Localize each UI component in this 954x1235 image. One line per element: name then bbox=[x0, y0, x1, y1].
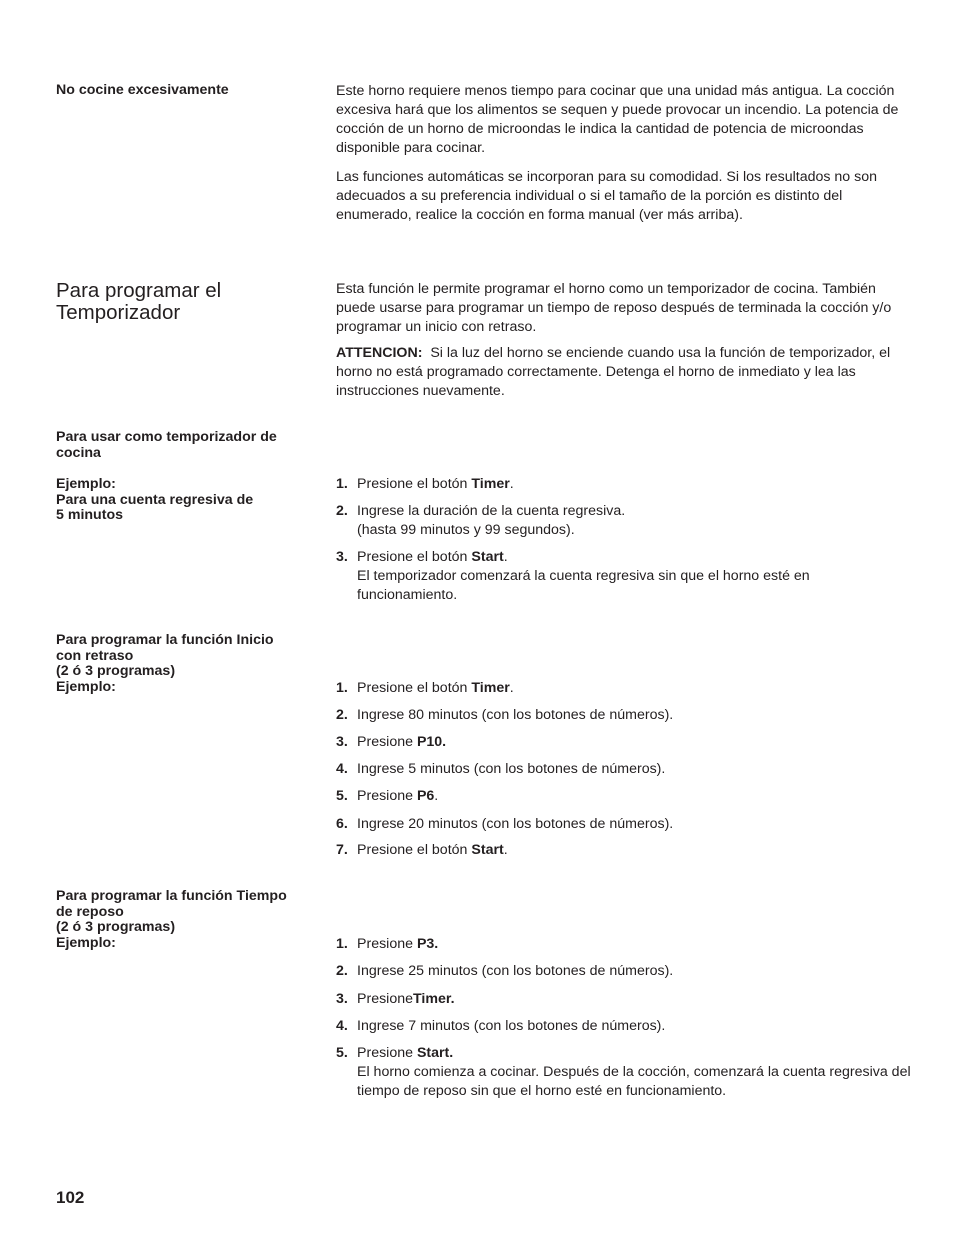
example-line-1: Ejemplo: bbox=[56, 476, 116, 492]
step-text: Ingrese la duración de la cuenta regresiva. (hasta 99 minutos y 99 segundos). bbox=[357, 503, 626, 538]
step-number: 3. bbox=[336, 734, 348, 750]
delay-start-label-line-3: (2 ó 3 programas) bbox=[56, 663, 176, 679]
step-number: 3. bbox=[336, 549, 348, 565]
delay-start-label-line-4: Ejemplo: bbox=[56, 678, 116, 695]
step-text: Presione el botón Timer. bbox=[357, 680, 514, 696]
step-number: 4. bbox=[336, 761, 348, 777]
section-label-no-overcook: No cocine excesivamente bbox=[56, 82, 229, 98]
delay-start-label-line-2: con retraso bbox=[56, 647, 134, 664]
step-number: 7. bbox=[336, 842, 348, 858]
delay-start-step bbox=[336, 733, 911, 752]
step-number: 6. bbox=[336, 816, 348, 832]
delay-start-label bbox=[56, 633, 326, 695]
step-number: 2. bbox=[336, 963, 348, 979]
step-number: 5. bbox=[336, 788, 348, 804]
step-text: Ingrese 80 minutos (con los botones de números). bbox=[357, 707, 674, 723]
standing-time-step bbox=[336, 935, 911, 954]
step-text: Presione P6. bbox=[357, 788, 439, 804]
standing-time-label-line-3: (2 ó 3 programas) bbox=[56, 919, 176, 935]
delay-start-step bbox=[336, 787, 911, 806]
standing-time-label-line-1: Para programar la función Tiempo bbox=[56, 888, 287, 904]
step-number: 2. bbox=[336, 707, 348, 723]
heading-line-1: Para programar el bbox=[56, 279, 222, 302]
delay-start-step bbox=[336, 706, 911, 725]
standing-time-step bbox=[336, 990, 911, 1009]
step-number: 1. bbox=[336, 680, 348, 696]
timer-section-heading bbox=[56, 280, 326, 324]
step-text: Ingrese 25 minutos (con los botones de números). bbox=[357, 963, 674, 979]
kitchen-timer-step bbox=[336, 475, 911, 494]
step-text: Presione el botón Start. El temporizador comenzará la cuenta regresiva sin que el horno esté en funcionamiento. bbox=[357, 549, 810, 603]
kitchen-timer-step bbox=[336, 548, 911, 605]
attention-paragraph bbox=[336, 344, 911, 401]
standing-time-label-line-4: Ejemplo: bbox=[56, 934, 116, 951]
delay-start-label-line-1: Para programar la función Inicio bbox=[56, 632, 274, 648]
page-number: 102 bbox=[56, 1188, 85, 1207]
example-line-3: 5 minutos bbox=[56, 507, 124, 523]
heading-line-2: Temporizador bbox=[56, 301, 181, 324]
step-text: Presione Start. El horno comienza a cocinar. Después de la cocción, comenzará la cuenta regresiva del tiempo de reposo sin que el horno esté en funcionamiento. bbox=[357, 1045, 911, 1099]
delay-start-step bbox=[336, 679, 911, 698]
step-text: Presione P10. bbox=[357, 734, 447, 750]
kitchen-timer-example bbox=[56, 477, 326, 524]
standing-time-step bbox=[336, 1044, 911, 1101]
step-text: Presione el botón Timer. bbox=[357, 476, 514, 492]
step-text: Ingrese 5 minutos (con los botones de números). bbox=[357, 761, 666, 777]
delay-start-step bbox=[336, 760, 911, 779]
standing-time-step bbox=[336, 1017, 911, 1036]
step-number: 1. bbox=[336, 936, 348, 952]
delay-start-step bbox=[336, 815, 911, 834]
kitchen-timer-label bbox=[56, 430, 326, 461]
step-text: Ingrese 7 minutos (con los botones de números). bbox=[357, 1018, 666, 1034]
step-number: 2. bbox=[336, 503, 348, 519]
step-text: Ingrese 20 minutos (con los botones de números). bbox=[357, 816, 674, 832]
delay-start-step bbox=[336, 841, 911, 860]
step-number: 1. bbox=[336, 476, 348, 492]
example-line-2: Para una cuenta regresiva de bbox=[56, 491, 254, 508]
step-number: 5. bbox=[336, 1045, 348, 1061]
attention-text: Si la luz del horno se enciende cuando usa la función de temporizador, el horno no está programado correctamente. Detenga el horno de inmediato y lea las instrucciones nuevamente. bbox=[336, 345, 891, 399]
attention-label: ATTENCION: bbox=[336, 345, 423, 361]
standing-time-step bbox=[336, 962, 911, 981]
overcook-paragraph-2: Las funciones automáticas se incorporan para su comodidad. Si los resultados no son adecuados a su preferencia individual o si el tamaño de la porción es distinto del enumerado, realice la cocción en forma manual (ver más arriba). bbox=[336, 169, 878, 223]
kitchen-timer-label-line-1: Para usar como temporizador de bbox=[56, 429, 277, 445]
step-number: 4. bbox=[336, 1018, 348, 1034]
kitchen-timer-step bbox=[336, 502, 911, 540]
step-text: Presione el botón Start. bbox=[357, 842, 508, 858]
step-number: 3. bbox=[336, 991, 348, 1007]
overcook-paragraph-1: Este horno requiere menos tiempo para cocinar que una unidad más antigua. La cocción excesiva hará que los alimentos se sequen y puede provocar un incendio. La potencia de cocción de un horno de microondas le indica la cantidad de potencia de microondas disponible para cocinar. bbox=[336, 83, 899, 156]
standing-time-label-line-2: de reposo bbox=[56, 903, 124, 920]
timer-intro-paragraph: Esta función le permite programar el horno como un temporizador de cocina. También puede usarse para programar un tiempo de reposo después de terminada la cocción y/o programar un inicio con retraso. bbox=[336, 281, 892, 335]
standing-time-label bbox=[56, 889, 326, 951]
kitchen-timer-label-line-2: cocina bbox=[56, 444, 101, 461]
step-text: Presione P3. bbox=[357, 936, 439, 952]
step-text: PresioneTimer. bbox=[357, 991, 455, 1007]
